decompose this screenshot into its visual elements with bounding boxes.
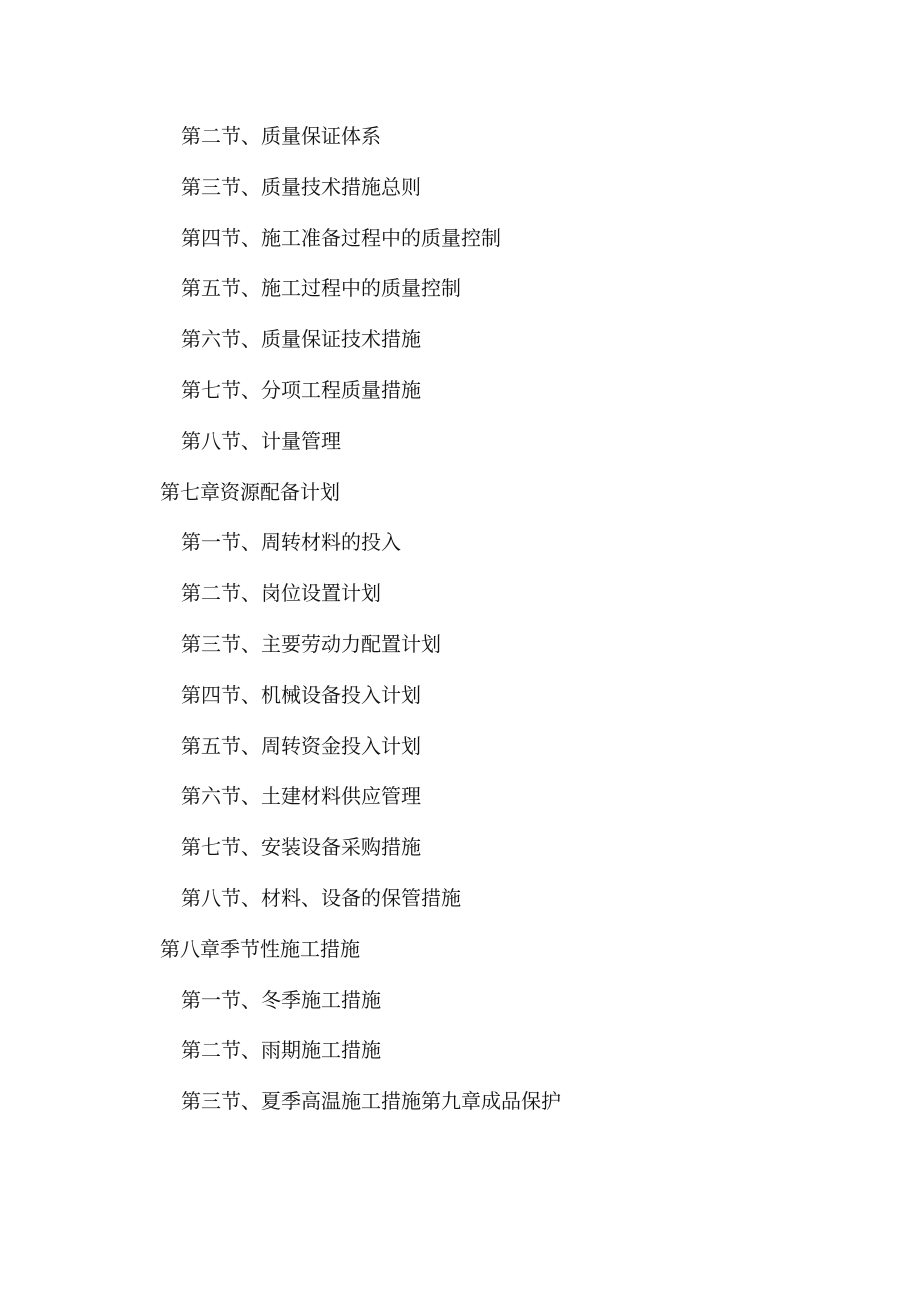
toc-section-line: 第二节、岗位设置计划: [181, 581, 381, 606]
toc-section-line: 第二节、质量保证体系: [181, 124, 381, 148]
toc-section-line: 第八节、材料、设备的保管措施: [181, 885, 461, 910]
toc-section-line: 第六节、土建材料供应管理: [181, 784, 421, 809]
toc-section-line: 第三节、主要劳动力配置计划: [181, 631, 441, 656]
toc-section-line: 第七节、安装设备采购措施: [181, 835, 421, 860]
toc-section-line: 第四节、施工准备过程中的质量控制: [181, 225, 501, 250]
toc-section-line: 第二节、雨期施工措施: [181, 1038, 381, 1063]
toc-section-line: 第七节、分项工程质量措施: [181, 377, 421, 402]
toc-section-line: 第四节、机械设备投入计划: [181, 682, 421, 707]
toc-section-line: 第一节、周转材料的投入: [181, 530, 401, 555]
toc-section-line: 第三节、夏季高温施工措施第九章成品保护: [181, 1089, 561, 1114]
toc-section-line: 第五节、施工过程中的质量控制: [181, 276, 461, 301]
toc-chapter-line: 第七章资源配备计划: [160, 479, 340, 504]
table-of-contents: [0, 117, 920, 1133]
toc-chapter-line: 第八章季节性施工措施: [160, 936, 360, 961]
toc-section-line: 第五节、周转资金投入计划: [181, 733, 421, 758]
toc-section-line: 第三节、质量技术措施总则: [181, 174, 421, 199]
toc-section-line: 第一节、冬季施工措施: [181, 987, 381, 1012]
toc-section-line: 第八节、计量管理: [181, 428, 341, 453]
toc-section-line: 第六节、质量保证技术措施: [181, 327, 421, 352]
